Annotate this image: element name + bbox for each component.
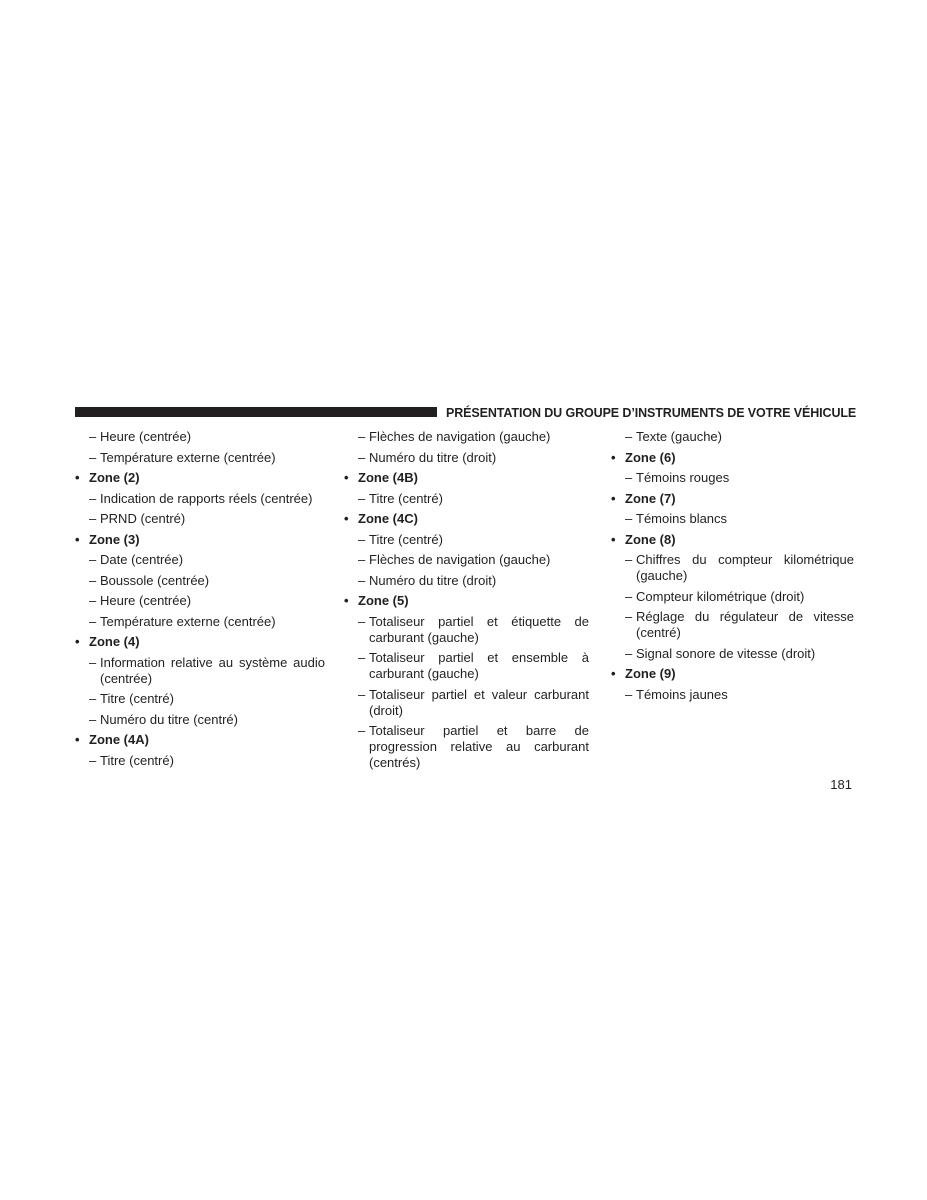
section-header-title: PRÉSENTATION DU GROUPE D’INSTRUMENTS DE VOTRE VÉHICULE <box>446 406 857 420</box>
zone-heading: • Zone (7) <box>611 491 854 507</box>
text-column-left <box>75 429 325 773</box>
list-item: – Totaliseur partiel et ensemble à carburant (gauche) <box>344 650 589 682</box>
list-item: – Témoins jaunes <box>611 687 854 703</box>
list-item: – Date (centrée) <box>75 552 325 568</box>
zone-heading: • Zone (2) <box>75 470 325 486</box>
zone-heading: • Zone (4A) <box>75 732 325 748</box>
list-item: – Température externe (centrée) <box>75 614 325 630</box>
zone-heading: • Zone (5) <box>344 593 589 609</box>
list-item: – Boussole (centrée) <box>75 573 325 589</box>
list-item: – Témoins rouges <box>611 470 854 486</box>
list-item: – Heure (centrée) <box>75 593 325 609</box>
list-item: – Texte (gauche) <box>611 429 854 445</box>
list-item: – Information relative au système audio (centrée) <box>75 655 325 687</box>
zone-heading: • Zone (3) <box>75 532 325 548</box>
list-item: – Compteur kilométrique (droit) <box>611 589 854 605</box>
list-item: – Température externe (centrée) <box>75 450 325 466</box>
list-item: – Indication de rapports réels (centrée) <box>75 491 325 507</box>
list-item: – Témoins blancs <box>611 511 854 527</box>
text-column-right <box>611 429 854 707</box>
list-item: – Totaliseur partiel et barre de progression relative au carburant (centrés) <box>344 723 589 771</box>
list-item: – Flèches de navigation (gauche) <box>344 552 589 568</box>
zone-heading: • Zone (4C) <box>344 511 589 527</box>
list-item: – Numéro du titre (droit) <box>344 450 589 466</box>
list-item: – Titre (centré) <box>75 691 325 707</box>
list-item: – PRND (centré) <box>75 511 325 527</box>
list-item: – Signal sonore de vitesse (droit) <box>611 646 854 662</box>
text-column-middle <box>344 429 589 776</box>
page-number: 181 <box>830 777 852 792</box>
list-item: – Heure (centrée) <box>75 429 325 445</box>
list-item: – Numéro du titre (droit) <box>344 573 589 589</box>
zone-heading: • Zone (4B) <box>344 470 589 486</box>
list-item: – Totaliseur partiel et valeur carburant (droit) <box>344 687 589 719</box>
list-item: – Titre (centré) <box>75 753 325 769</box>
zone-heading: • Zone (9) <box>611 666 854 682</box>
list-item: – Totaliseur partiel et étiquette de carburant (gauche) <box>344 614 589 646</box>
list-item: – Chiffres du compteur kilométrique (gauche) <box>611 552 854 584</box>
zone-heading: • Zone (8) <box>611 532 854 548</box>
zone-heading: • Zone (6) <box>611 450 854 466</box>
list-item: – Numéro du titre (centré) <box>75 712 325 728</box>
list-item: – Titre (centré) <box>344 532 589 548</box>
zone-heading: • Zone (4) <box>75 634 325 650</box>
list-item: – Titre (centré) <box>344 491 589 507</box>
list-item: – Réglage du régulateur de vitesse (centré) <box>611 609 854 641</box>
list-item: – Flèches de navigation (gauche) <box>344 429 589 445</box>
header-rule <box>75 407 437 417</box>
